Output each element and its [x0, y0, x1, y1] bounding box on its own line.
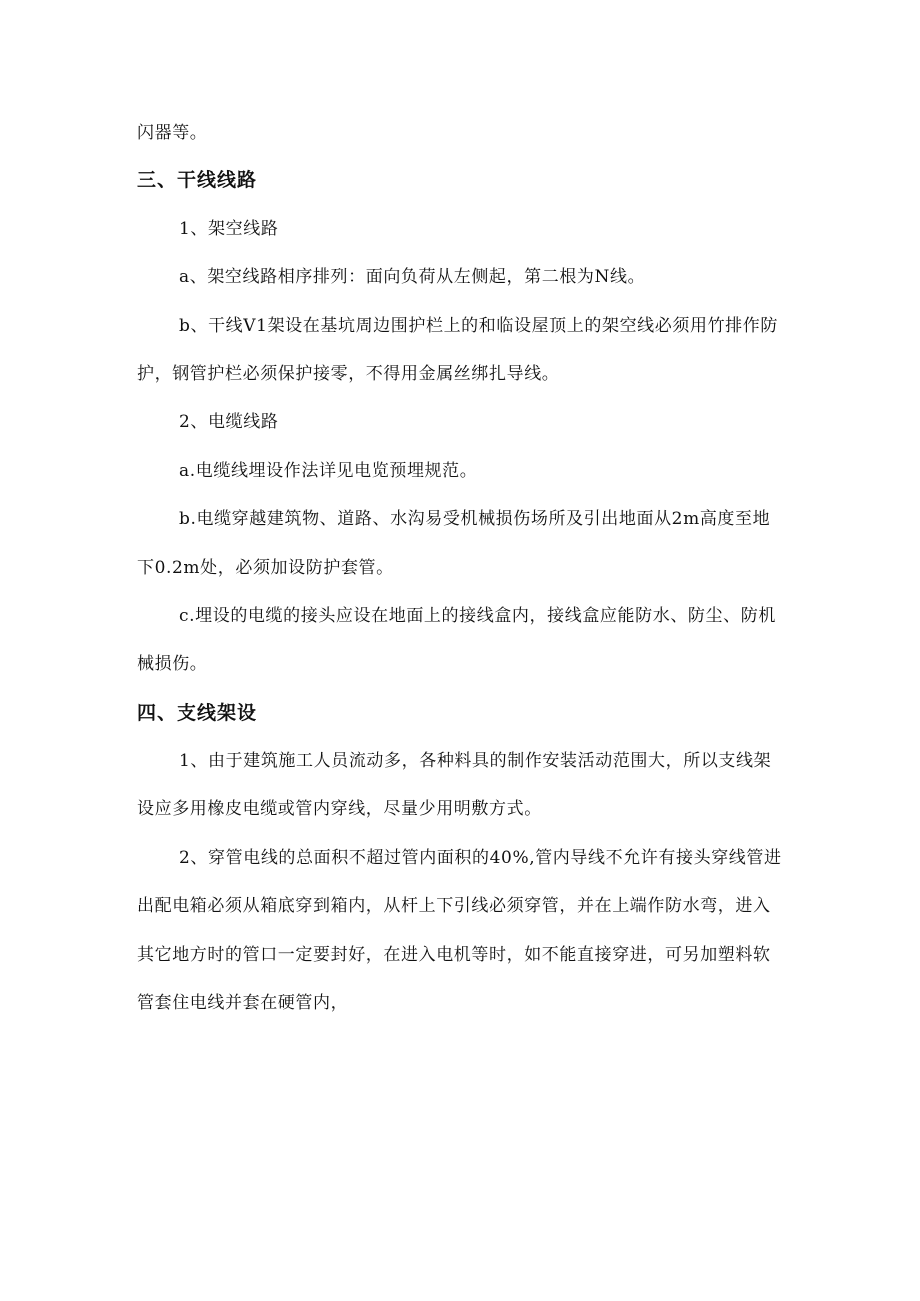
- para-1-line-1: 1、由于建筑施工人员流动多，各种料具的制作安装活动范围大，所以支线架: [179, 751, 772, 771]
- item-2a-cable-burial: a.电缆线埋设作法详见电览预埋规范。: [179, 461, 478, 481]
- item-b-line-1: b、干线V1架设在基坑周边围护栏上的和临设屋顶上的架空线必须用竹排作防: [179, 316, 778, 336]
- section-3-subheading-cable: 2、电缆线路: [179, 412, 279, 432]
- section-4-heading: 四、支线架设: [137, 702, 258, 724]
- item-2b-line-2: 下0.2m处，必须加设防护套管。: [137, 558, 394, 578]
- section-3-subheading-overhead: 1、架空线路: [179, 219, 279, 239]
- item-2c-line-2: 械损伤。: [137, 654, 208, 674]
- para-2-line-1: 2、穿管电线的总面积不超过管内面积的40%,管内导线不允许有接头穿线管进: [179, 848, 782, 868]
- intro-tail-text: 闪器等。: [137, 123, 208, 143]
- para-2-line-4: 管套住电线并套在硬管内，: [137, 993, 349, 1013]
- para-2-line-2: 出配电箱必须从箱底穿到箱内，从杆上下引线必须穿管，并在上端作防水弯，进入: [137, 896, 771, 916]
- item-b-line-2: 护，钢管护栏必须保护接零，不得用金属丝绑扎导线。: [137, 364, 560, 384]
- item-2b-line-1: b.电缆穿越建筑物、道路、水沟易受机械损伤场所及引出地面从2m高度至地: [179, 509, 771, 529]
- para-2-line-3: 其它地方时的管口一定要封好，在进入电机等时，如不能直接穿进，可另加塑料软: [137, 945, 771, 965]
- section-3-heading: 三、干线线路: [137, 169, 258, 191]
- item-2c-line-1: c.埋设的电缆的接头应设在地面上的接线盒内，接线盒应能防水、防尘、防机: [179, 606, 776, 626]
- para-1-line-2: 设应多用橡皮电缆或管内穿线，尽量少用明敷方式。: [137, 799, 542, 819]
- item-a-phase-order: a、架空线路相序排列：面向负荷从左侧起，第二根为N线。: [179, 267, 646, 287]
